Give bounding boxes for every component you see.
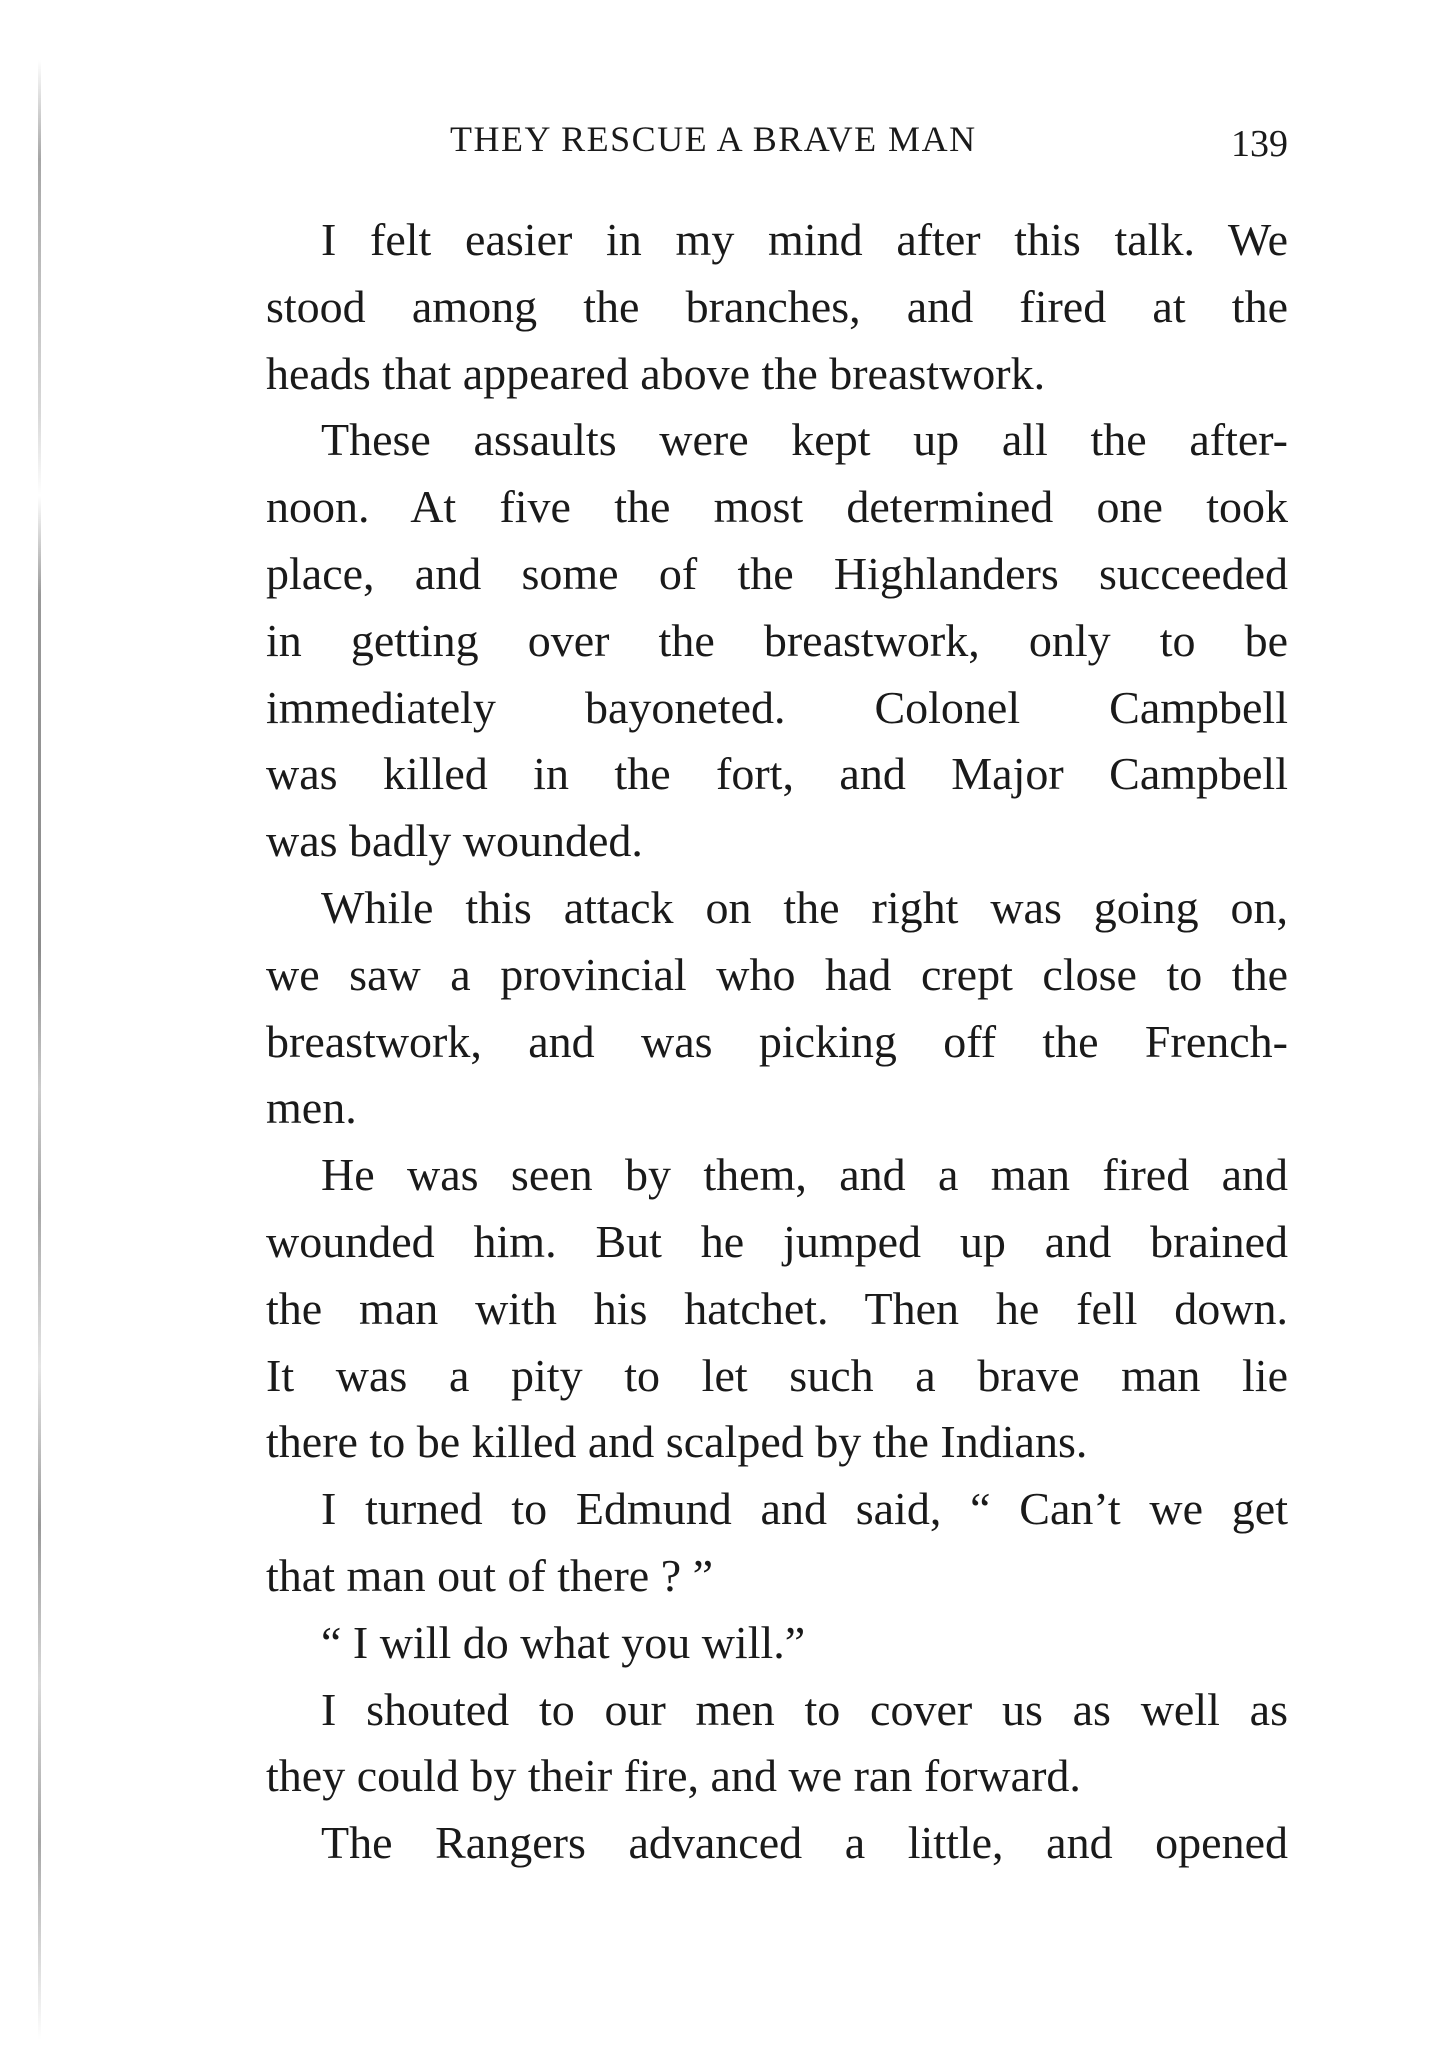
text-line: wounded him. But he jumped up and brained (266, 1215, 1288, 1267)
text-line: I felt easier in my mind after this talk. We (321, 214, 1288, 265)
text-line: was killed in the fort, and Major Campbell (266, 748, 1288, 800)
text-line: breastwork, and was picking off the French- (266, 1015, 1288, 1067)
text-line: The Rangers advanced a little, and opened (321, 1817, 1288, 1869)
page-number: 139 (1231, 123, 1288, 165)
text-line: These assaults were kept up all the after- (321, 414, 1288, 466)
text-line: It was a pity to let such a brave man lie (266, 1349, 1288, 1401)
text-line: in getting over the breastwork, only to be (266, 614, 1288, 666)
text-line: heads that appeared above the breastwork. (266, 347, 1046, 399)
text-line: we saw a provincial who had crept close to the (266, 948, 1288, 1000)
text-line: stood among the branches, and fired at the (266, 280, 1288, 332)
text-line: men. (266, 1082, 357, 1134)
binding-gutter (38, 60, 41, 2040)
running-title: THEY RESCUE A BRAVE MAN (450, 119, 977, 159)
page-header (450, 118, 1288, 168)
text-line: I shouted to our men to cover us as well as (321, 1683, 1288, 1735)
text-line: “ I will do what you will.” (321, 1616, 806, 1668)
text-line: place, and some of the Highlanders succeeded (266, 547, 1288, 599)
body-text (266, 207, 1288, 1877)
text-line: He was seen by them, and a man fired and (321, 1149, 1288, 1201)
text-line: was badly wounded. (266, 815, 643, 867)
text-line: that man out of there ? ” (266, 1549, 714, 1601)
text-line: While this attack on the right was going on, (321, 881, 1288, 933)
text-line: they could by their fire, and we ran forward. (266, 1750, 1081, 1802)
text-line: there to be killed and scalped by the Indians. (266, 1416, 1088, 1468)
text-line: I turned to Edmund and said, “ Can’t we get (321, 1483, 1288, 1535)
text-line: noon. At five the most determined one took (266, 481, 1288, 533)
text-line: immediately bayoneted. Colonel Campbell (266, 681, 1288, 733)
text-line: the man with his hatchet. Then he fell down. (266, 1282, 1288, 1334)
